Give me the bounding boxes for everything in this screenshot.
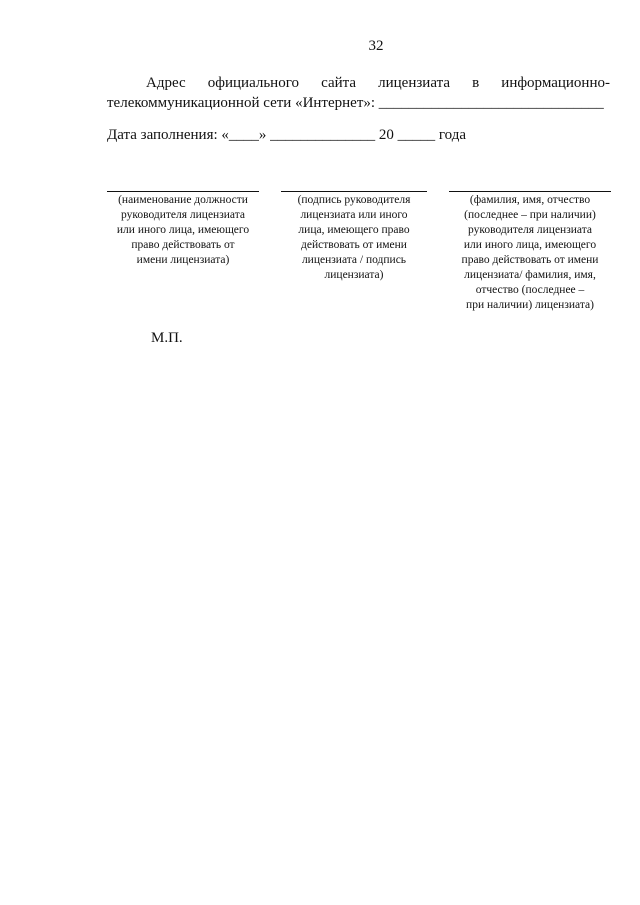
- caption-line: лицензиата): [324, 269, 384, 281]
- caption-line: руководителя лицензиата: [468, 224, 592, 236]
- caption-line: право действовать от имени: [461, 254, 599, 266]
- signature-caption: [449, 192, 611, 313]
- caption-line: лицензиата / подпись: [301, 254, 407, 266]
- caption-line: действовать от имени: [301, 239, 407, 251]
- signature-block-signature: [281, 191, 427, 283]
- caption-line: лица, имеющего право: [298, 224, 410, 236]
- address-line-1: Адрес официального сайта лицензиата в информационно-: [146, 75, 610, 91]
- caption-line: (наименование должности: [118, 194, 248, 206]
- signature-caption: [281, 192, 427, 283]
- stamp-label: М.П.: [151, 330, 183, 346]
- page-number: 32: [368, 38, 384, 54]
- caption-line: при наличии) лицензиата): [466, 299, 594, 311]
- caption-line: руководителя лицензиата: [121, 209, 245, 221]
- signature-block-full-name: [449, 191, 611, 313]
- fill-date-line: Дата заполнения: «____» ______________ 20 _____ года: [107, 127, 467, 143]
- caption-line: (фамилия, имя, отчество: [469, 194, 591, 206]
- caption-line: (последнее – при наличии): [464, 209, 596, 221]
- caption-line: лицензиата или иного: [300, 209, 408, 221]
- caption-line: (подпись руководителя: [297, 194, 411, 206]
- caption-line: имени лицензиата): [136, 254, 230, 266]
- address-line-2: телекоммуникационной сети «Интернет»: ______________________________: [107, 95, 604, 111]
- caption-line: или иного лица, имеющего: [463, 239, 597, 251]
- caption-line: право действовать от: [131, 239, 235, 251]
- signature-caption: [107, 192, 259, 268]
- caption-line: или иного лица, имеющего: [116, 224, 250, 236]
- signature-block-position: [107, 191, 259, 268]
- caption-line: лицензиата/ фамилия, имя,: [464, 269, 596, 281]
- caption-line: отчество (последнее –: [475, 284, 585, 296]
